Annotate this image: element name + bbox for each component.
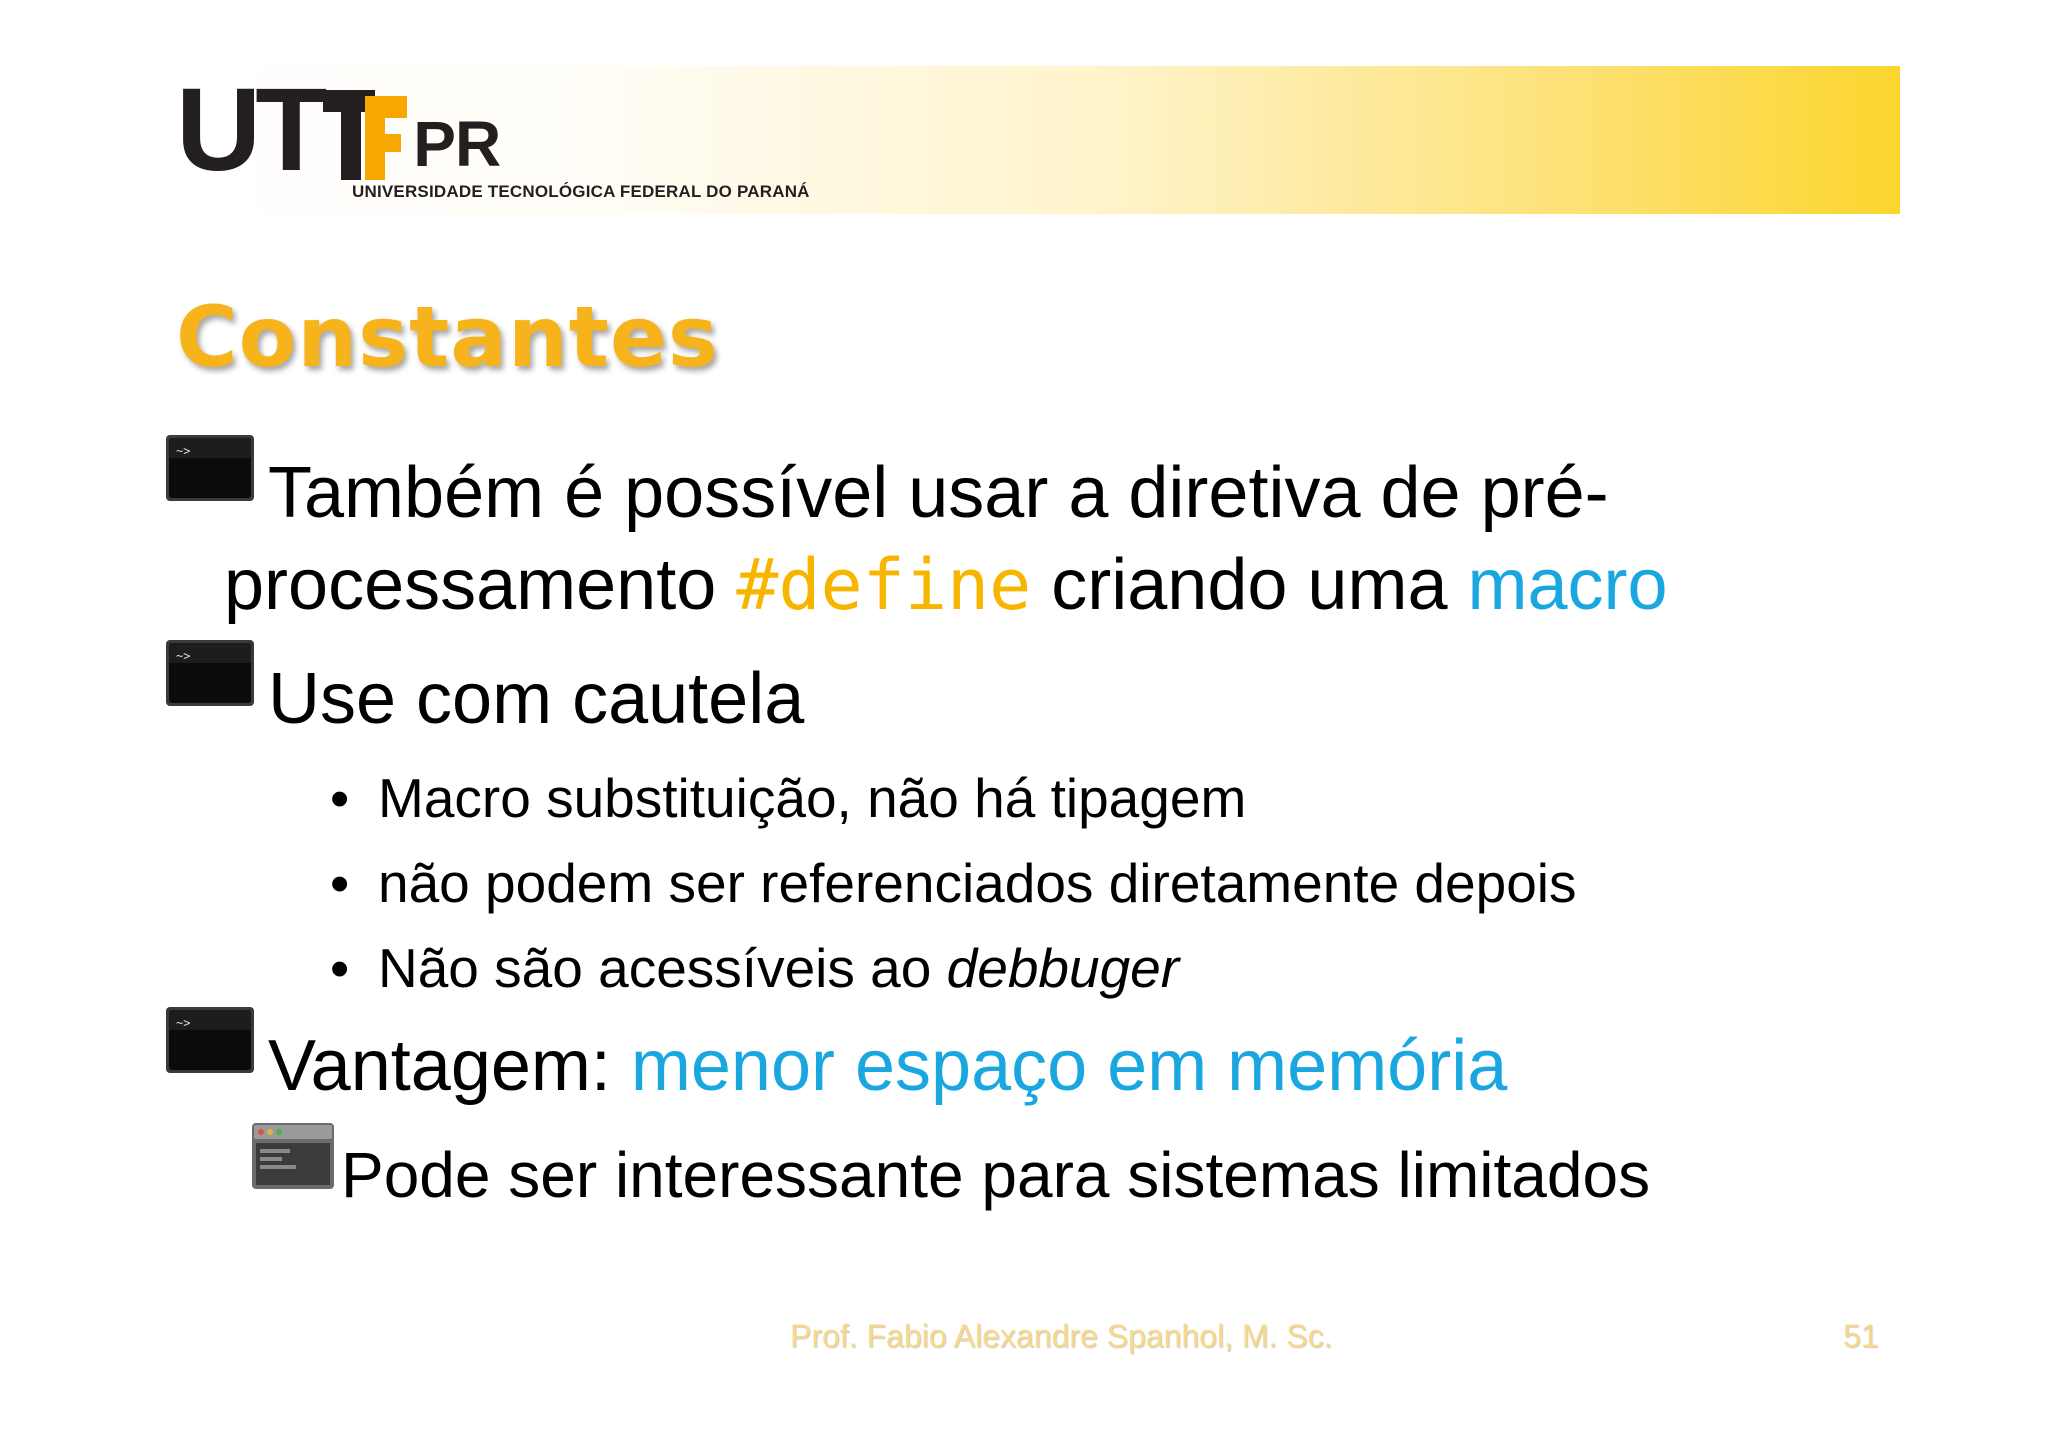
bullet-1-text-a: processamento <box>224 545 737 625</box>
bullet-3: Vantagem: menor espaço em memória <box>268 1026 1508 1106</box>
sub-item-1: • Macro substituição, não há tipagem <box>330 767 1247 829</box>
utfpr-logo <box>176 64 501 196</box>
logo-subtitle: UNIVERSIDADE TECNOLÓGICA FEDERAL DO PARANÁ <box>352 182 810 201</box>
footer-author: Prof. Fabio Alexandre Spanhol, M. Sc. <box>790 1318 1333 1354</box>
terminal-icon <box>164 433 256 503</box>
logo-tf-mark <box>323 90 407 180</box>
bullet-2: Use com cautela <box>268 659 805 739</box>
svg-text:~>: ~> <box>176 649 191 663</box>
bullet-1-line-1: Também é possível usar a diretiva de pré- <box>268 453 1609 533</box>
svg-text:~>: ~> <box>176 444 191 458</box>
sub-item-3: • Não são acessíveis ao debbuger <box>330 937 1180 999</box>
memory-highlight: menor espaço em memória <box>630 1026 1508 1106</box>
sub-item-2: • não podem ser referenciados diretamente depois <box>330 852 1577 914</box>
bullet-1-text-b: criando uma <box>1031 545 1468 625</box>
logo-ut-text: UT <box>176 64 322 196</box>
macro-highlight: macro <box>1467 545 1668 625</box>
window-icon <box>250 1121 336 1191</box>
terminal-icon <box>164 1005 256 1075</box>
bullet-1-line-2 <box>224 544 1668 626</box>
terminal-icon <box>164 638 256 708</box>
svg-text:~>: ~> <box>176 1016 191 1030</box>
page-number: 51 <box>1843 1318 1879 1354</box>
debbuger-italic: debbuger <box>946 937 1180 999</box>
define-code: #define <box>736 544 1032 626</box>
bullet-4: Pode ser interessante para sistemas limitados <box>341 1139 1651 1211</box>
logo-pr-text: PR <box>413 108 501 180</box>
slide-title: Constantes <box>176 288 719 386</box>
